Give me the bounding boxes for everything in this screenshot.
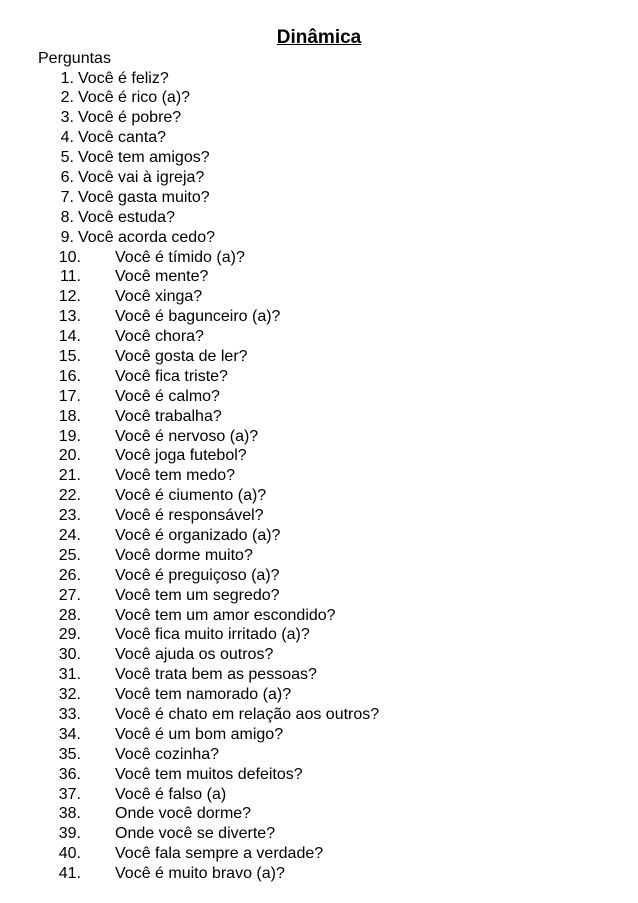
question-text: Você é muito bravo (a)? [115, 865, 285, 883]
question-text: Você é pobre? [78, 109, 182, 127]
question-number: 32. [58, 686, 81, 704]
question-text: Onde você dorme? [115, 805, 252, 823]
question-number: 2. [60, 89, 74, 107]
question-text: Você tem medo? [115, 467, 236, 485]
question-number: 35. [58, 745, 81, 763]
question-text: Você gasta muito? [78, 188, 210, 206]
question-text: Você é organizado (a)? [115, 526, 281, 544]
question-number: 25. [58, 546, 81, 564]
question-number: 21. [58, 467, 81, 485]
question-text: Você ajuda os outros? [115, 646, 274, 664]
question-text: Você é calmo? [115, 387, 220, 405]
section-label: Perguntas [38, 50, 111, 67]
question-number: 19. [58, 427, 81, 445]
question-text: Você tem muitos defeitos? [115, 765, 303, 783]
question-number: 28. [58, 606, 81, 624]
question-text: Você gosta de ler? [115, 347, 248, 365]
question-number: 17. [58, 387, 81, 405]
question-text: Você é bagunceiro (a)? [115, 308, 281, 326]
question-number: 6. [60, 168, 74, 186]
question-number: 10. [58, 248, 81, 266]
question-number: 16. [58, 367, 81, 385]
question-number: 11. [59, 268, 81, 286]
question-number: 22. [58, 487, 81, 505]
question-number: 5. [60, 149, 74, 167]
question-number: 31. [58, 666, 81, 684]
question-text: Você mente? [115, 268, 209, 286]
question-number: 38. [58, 805, 81, 823]
question-text: Você é rico (a)? [78, 89, 191, 107]
question-text: Você chora? [115, 328, 204, 346]
question-number: 13. [58, 308, 81, 326]
question-text: Você vai à igreja? [78, 168, 205, 186]
question-number: 18. [58, 407, 81, 425]
page-title: Dinâmica [276, 27, 362, 48]
question-text: Você é responsável? [115, 507, 264, 525]
question-text: Você é um bom amigo? [115, 725, 284, 743]
question-number: 30. [58, 646, 81, 664]
question-number: 26. [58, 566, 81, 584]
question-text: Onde você se diverte? [115, 825, 276, 843]
question-text: Você fala sempre a verdade? [115, 845, 324, 863]
question-number: 14. [58, 328, 81, 346]
question-text: Você tem um segredo? [115, 586, 280, 604]
question-number: 34. [58, 725, 81, 743]
question-number: 36. [58, 765, 81, 783]
question-text: Você fica muito irritado (a)? [115, 626, 310, 644]
question-text: Você tem namorado (a)? [115, 686, 292, 704]
question-text: Você estuda? [78, 208, 175, 226]
question-text: Você acorda cedo? [78, 228, 215, 246]
question-text: Você trabalha? [115, 407, 222, 425]
question-number: 37. [58, 785, 81, 803]
question-number: 40. [58, 845, 81, 863]
question-number: 41. [58, 865, 81, 883]
question-text: Você é tímido (a)? [115, 248, 245, 266]
question-number: 23. [58, 507, 81, 525]
question-text: Você é chato em relação aos outros? [115, 706, 380, 723]
question-number: 39. [58, 825, 81, 843]
question-number: 20. [58, 447, 81, 465]
question-text: Você joga futebol? [115, 447, 247, 465]
question-number: 29. [58, 626, 81, 644]
question-text: Você trata bem as pessoas? [115, 666, 317, 684]
question-number: 7. [60, 188, 74, 206]
question-number: 3. [60, 109, 74, 127]
question-number: 1. [60, 69, 74, 87]
question-number: 24. [58, 526, 81, 544]
question-text: Você é ciumento (a)? [115, 487, 267, 505]
question-text: Você tem um amor escondido? [115, 606, 336, 624]
question-text: Você tem amigos? [78, 149, 210, 167]
question-number: 8. [60, 208, 74, 226]
question-text: Você é nervoso (a)? [115, 427, 259, 445]
question-number: 12. [58, 288, 81, 306]
question-text: Você é falso (a) [115, 785, 227, 803]
question-number: 33. [58, 706, 81, 723]
question-number: 9. [60, 228, 74, 246]
question-text: Você fica triste? [115, 367, 228, 385]
question-text: Você é preguiçoso (a)? [115, 566, 280, 584]
question-number: 4. [60, 129, 74, 147]
question-number: 27. [58, 586, 81, 604]
question-text: Você dorme muito? [115, 546, 253, 564]
question-text: Você cozinha? [115, 745, 220, 763]
question-text: Você é feliz? [78, 69, 169, 87]
question-text: Você xinga? [115, 288, 203, 306]
question-text: Você canta? [78, 129, 167, 147]
question-number: 15. [58, 347, 81, 365]
